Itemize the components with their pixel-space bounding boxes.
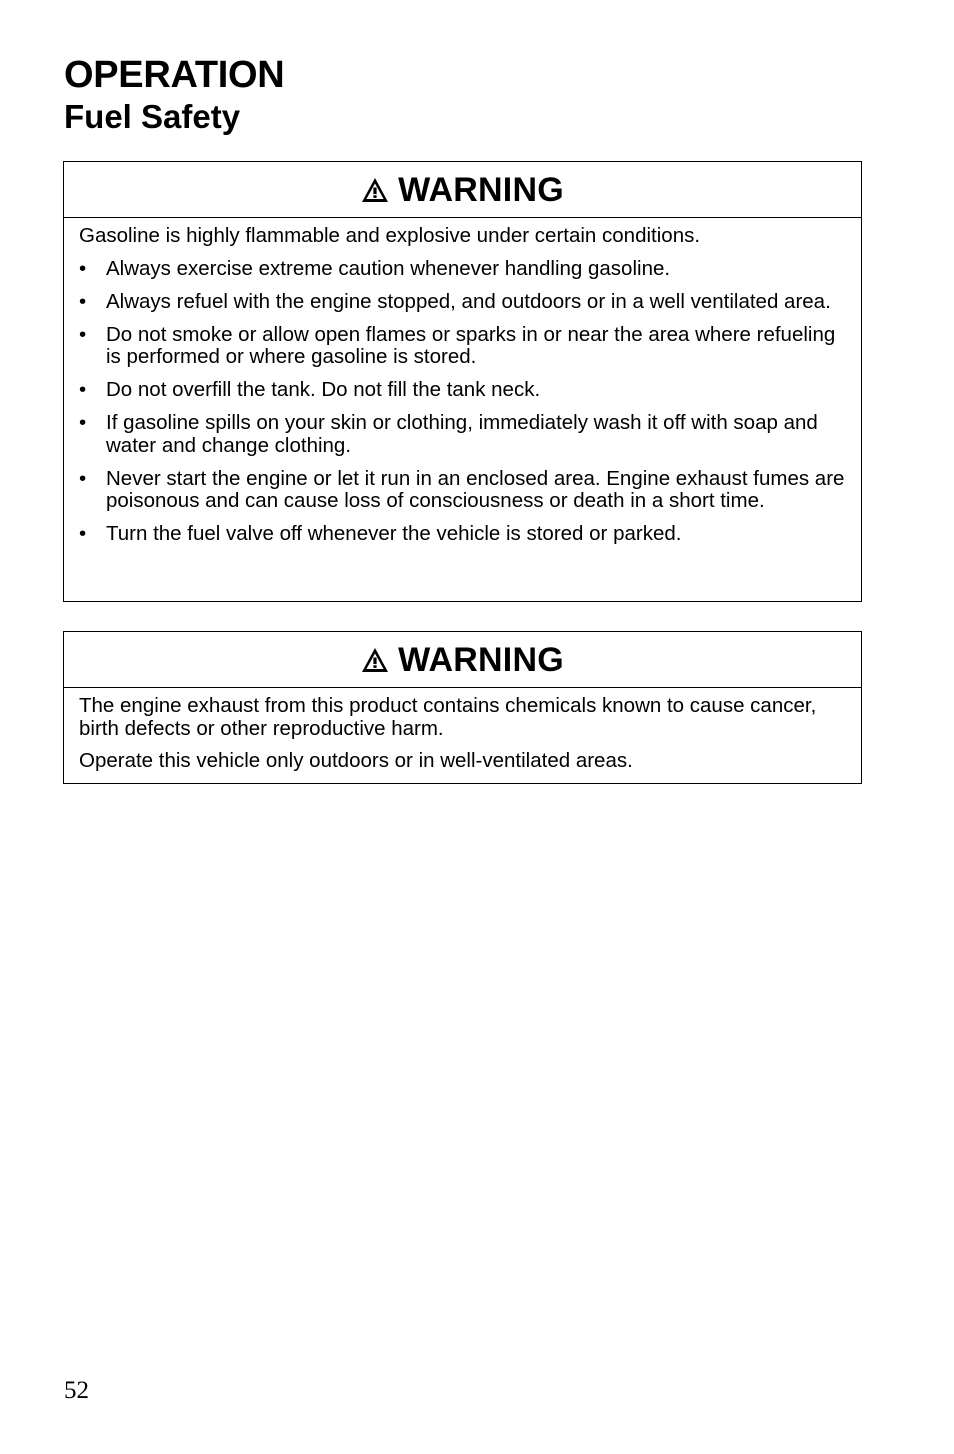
bullet: • xyxy=(79,322,87,346)
list-item-text: Turn the fuel valve off whenever the vehicle is stored or parked. xyxy=(106,522,682,545)
bullet: • xyxy=(79,289,87,313)
warning-paragraph: The engine exhaust from this product contains chemicals known to cause cancer, birth defects or other reproductive harm. xyxy=(79,694,817,740)
page-number: 52 xyxy=(64,1377,89,1404)
exhaust-warning-box xyxy=(63,631,862,784)
list-item xyxy=(79,468,845,513)
list-item-text: Always exercise extreme caution whenever handling gasoline. xyxy=(106,256,671,280)
list-item-text: Always refuel with the engine stopped, and outdoors or in a well ventilated area. xyxy=(106,289,831,313)
warning-paragraph: Operate this vehicle only outdoors or in well-ventilated areas. xyxy=(79,749,633,772)
list-item-text: Do not smoke or allow open flames or sparks in or near the area where refueling is performed or where gasoline is stored. xyxy=(106,322,836,368)
list-item-text: Do not overfill the tank. Do not fill the tank neck. xyxy=(106,378,541,401)
warning-title: WARNING xyxy=(398,640,564,679)
page-title: Fuel Safety xyxy=(64,98,241,135)
list-item-text: If gasoline spills on your skin or clothing, immediately wash it off with soap and water and change clothing. xyxy=(106,411,818,457)
list-item xyxy=(79,412,845,457)
list-item xyxy=(79,523,845,546)
warning-title: WARNING xyxy=(398,170,564,209)
warning-triangle-icon xyxy=(361,647,389,673)
warning-header xyxy=(64,162,861,218)
list-item xyxy=(79,324,845,369)
bullet: • xyxy=(79,256,87,280)
warning-intro: Gasoline is highly flammable and explosive under certain conditions. xyxy=(79,224,701,247)
warning-list xyxy=(79,258,845,546)
section-title: OPERATION xyxy=(64,54,285,96)
bullet: • xyxy=(79,522,87,545)
warning-body xyxy=(64,218,861,546)
list-item-text: Never start the engine or let it run in an enclosed area. Engine exhaust fumes are poisonous and can cause loss of consciousness or death in a short time. xyxy=(106,466,845,512)
warning-body xyxy=(64,688,861,773)
warning-triangle-icon xyxy=(361,177,389,203)
bullet: • xyxy=(79,466,87,490)
bullet: • xyxy=(79,411,87,434)
list-item xyxy=(79,379,845,402)
list-item xyxy=(79,258,845,281)
bullet: • xyxy=(79,378,87,401)
list-item xyxy=(79,291,845,314)
warning-header xyxy=(64,632,861,688)
fuel-warning-box xyxy=(63,161,862,602)
